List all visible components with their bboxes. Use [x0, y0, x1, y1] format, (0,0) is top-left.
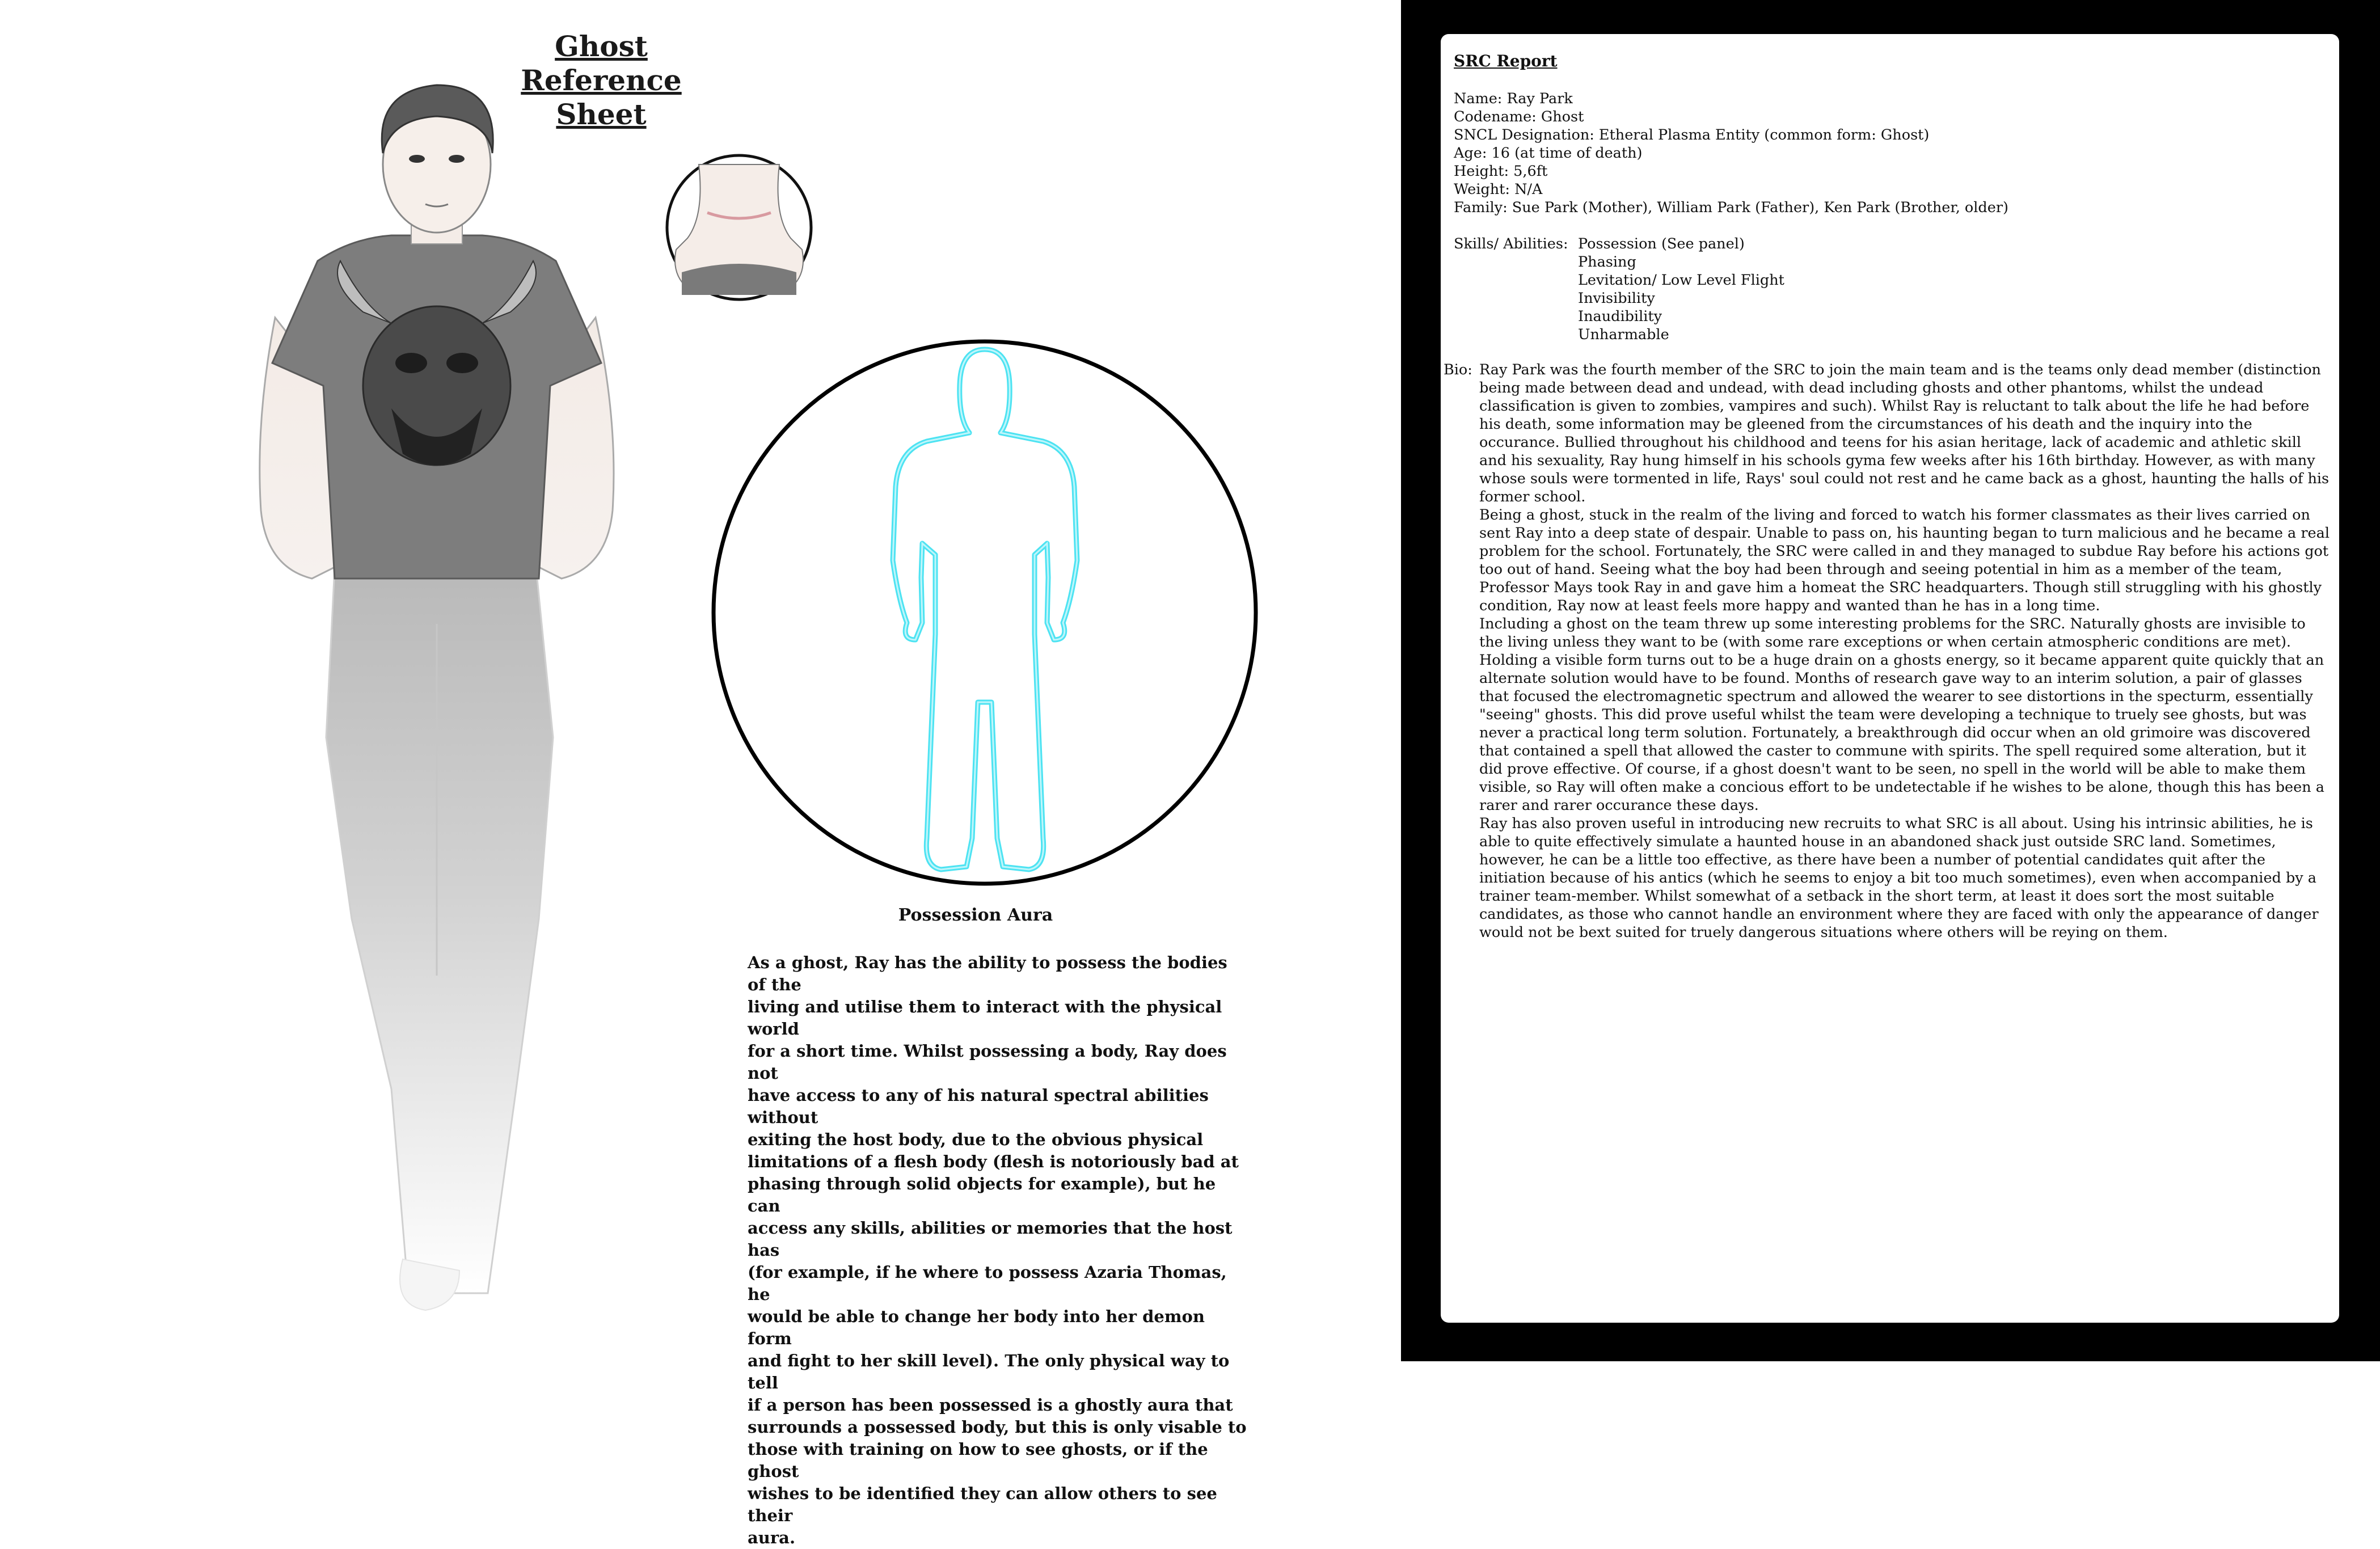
bio-paragraph: Ray Park was the fourth member of the SRC to join the main team and is the teams only dead member (distinction being made between dead and undead, with dead including ghosts and other phantoms, whilst the undead classification is given to zombies, vampires and such). Whilst Ray is reluctant to talk about the life he had before his death, some information may be gleened from the circumstances of his death and the inquiry into the occurance. Bullied throughout his childhood and teens for his asian heritage, lack of academic and athletic skill and his sexuality, Ray hung himself in his schools gyma few weeks after his 16th birthday. However, as with many whose souls were tormented in life, Rays' soul could not rest and he came back as a ghost, haunting the halls of his former school. [1479, 361, 2330, 505]
skill-item: Levitation/ Low Level Flight [1578, 272, 1784, 289]
src-report [1444, 52, 2333, 942]
field-codename: Codename: Ghost [1454, 108, 1584, 125]
report-heading: SRC Report [1454, 52, 1558, 70]
neck-closeup-illustration [665, 153, 813, 302]
field-family: Family: Sue Park (Mother), William Park (Father), Ken Park (Brother, older) [1454, 199, 2008, 216]
skills-list [1578, 235, 1784, 344]
skills-section [1454, 235, 2333, 344]
skill-item: Unharmable [1578, 326, 1669, 343]
bio-text [1479, 361, 2333, 942]
field-height: Height: 5,6ft [1454, 163, 1548, 180]
bio-section [1444, 361, 2333, 942]
bio-label: Bio: [1444, 361, 1472, 378]
skill-item: Phasing [1578, 254, 1636, 271]
possession-aura-illustration [711, 339, 1258, 886]
skill-item: Possession (See panel) [1578, 235, 1745, 252]
character-illustration [221, 68, 641, 1316]
bio-paragraph: Including a ghost on the team threw up some interesting problems for the SRC. Naturally ghosts are invisible to the living unless they want to be (with some rare exceptions or when certain atmospheric conditions are met). Holding a visible form turns out to be a huge drain on a ghosts energy, so it became apparent quite quickly that an alternate solution would have to be found. Months of research gave way to an interim solution, a pair of glasses that focused the electromagnetic spectrum and allowed the wearer to see distortions in the specturm, essentially "seeing" ghosts. This did prove useful whilst the team were developing a technique to truely see ghosts, but was never a practical long term solution. Fortunately, a breakthrough did occur when an old grimoire was discovered that contained a spell that allowed the caster to commune with spirits. The spell required some alteration, but it did prove effective. Of course, if a ghost doesn't want to be seen, no spell in the world will be able to make them visible, so Ray will often make a concious effort to be undetectable if he wishes to be alone, though this has been a rarer and rarer occurance these days. [1479, 615, 2324, 814]
field-designation: SNCL Designation: Etheral Plasma Entity (common form: Ghost) [1454, 126, 1930, 143]
sheet-title-line2: Reference Sheet [521, 64, 682, 131]
sheet-title-line1: Ghost [555, 29, 648, 63]
skills-label: Skills/ Abilities: [1454, 235, 1568, 252]
skill-item: Invisibility [1578, 290, 1655, 307]
possession-description: As a ghost, Ray has the ability to possess the bodies of the living and utilise them to interact with the physical world for a short time. Whilst possessing a body, Ray does not have access to any of his natural spectral abilities without exiting the host body, due to the obvious physical limitations of a flesh body (flesh is notoriously bad at phasing through solid objects for example), but he can access any skills, abilities or memories that the host has (for example, if he where to possess Azaria Thomas, he would be able to change her body into her demon form and fight to her skill level). The only physical way to tell if a person has been possessed is a ghostly aura that surrounds a possessed body, but this is only visable to those with training on how to see ghosts, or if the ghost wishes to be identified they can allow others to see their aura. [748, 953, 1247, 1547]
skill-item: Inaudibility [1578, 308, 1662, 325]
bio-paragraph: Being a ghost, stuck in the realm of the living and forced to watch his former classmates as their lives carried on sent Ray into a deep state of despair. Unable to pass on, his haunting began to turn malicious and he became a real problem for the school. Fortunately, the SRC were called in and they managed to subdue Ray before his actions got too out of hand. Seeing what the boy had been through and seeing potential in him as a member of the team, Professor Mays took Ray in and gave him a homeat the SRC headquarters. Though still struggling with his ghostly condition, Ray now at least feels more happy and wanted than he has in a long time. [1479, 507, 2330, 614]
bio-paragraph: Ray has also proven useful in introducing new recruits to what SRC is all about. Using his intrinsic abilities, he is able to quite effectively simulate a haunted house in an abandoned shack just outside SRC land. Sometimes, however, he can be a little too effective, as there have been a number of potential candidates quit after the initiation because of his antics (which he seems to enjoy a bit too much sometimes), even when accompanied by a trainer team-member. Whilst somewhat of a setback in the short term, at least it does sort the most suitable candidates, as those who cannot handle an environment where they are faced with only the appearance of danger would not be bext suited for truely dangerous situations where others will be reying on them. [1479, 815, 2319, 941]
aura-caption: Possession Aura [898, 905, 1053, 925]
field-weight: Weight: N/A [1454, 181, 1543, 198]
field-name: Name: Ray Park [1454, 90, 1573, 107]
field-age: Age: 16 (at time of death) [1454, 145, 1643, 162]
